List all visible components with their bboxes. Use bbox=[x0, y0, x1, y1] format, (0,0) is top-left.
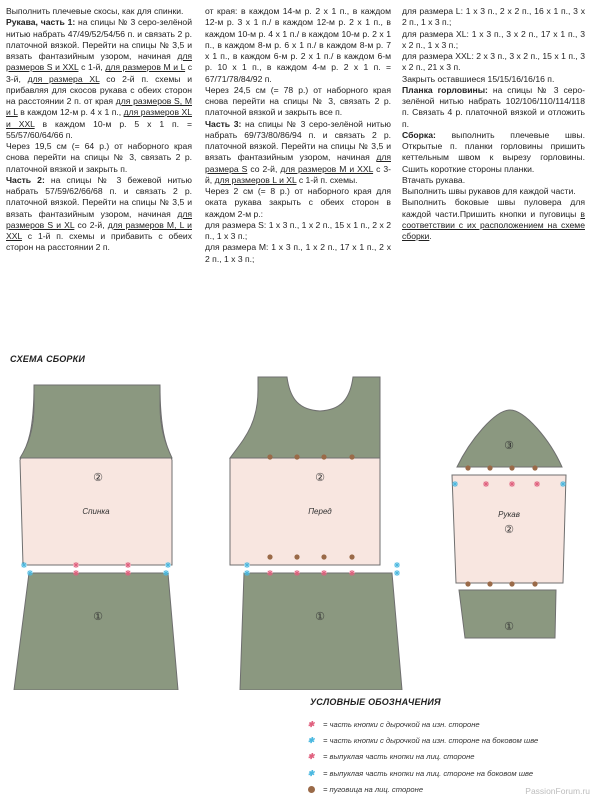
paragraph: Выполнить боковые швы пуловера для каждой части.Пришить кнопки и пуговицы в соответствии с их расположением на схеме сборки. bbox=[402, 197, 585, 241]
pink-snap-stud-icon bbox=[349, 570, 355, 576]
paragraph: для размера XL: 1 х 3 п., 3 х 2 п., 17 х 1 п., 3 х 2 п., 1 х 3 п.; bbox=[402, 28, 585, 50]
paragraph: Закрыть оставшиеся 15/15/16/16/16 п. bbox=[402, 73, 555, 84]
paragraph: Выполнить плечевые скосы, как для спинки. bbox=[6, 6, 184, 16]
legend-text: = часть кнопки с дырочкой на изн. стороне bbox=[323, 719, 480, 729]
brown-button-icon bbox=[532, 465, 537, 470]
blue-snap-stud-icon bbox=[27, 570, 33, 576]
brown-button-icon bbox=[465, 581, 470, 586]
pink-snap-stud-icon bbox=[267, 570, 273, 576]
brown-button-icon bbox=[294, 554, 299, 559]
section-heading: Часть 3: bbox=[205, 118, 242, 129]
front-part-1-number: ① bbox=[315, 611, 325, 623]
size-reference: для размеров M, L и XXL bbox=[6, 219, 192, 241]
legend-text: = выпуклая часть кнопки на лиц. стороне на боковом шве bbox=[323, 768, 534, 778]
pink-snap-stud-icon bbox=[321, 570, 327, 576]
back-part-1 bbox=[14, 573, 178, 690]
paragraph: для размера L: 1 х 3 п., 2 х 2 п., 16 х 1 п., 3 х 2 п., 1 х 3 п.; bbox=[402, 6, 585, 28]
paragraph: Часть 3: на спицы № 3 серо-зелёной нитью набрать 69/73/80/86/94 п. и связать 2 р. платочной вязкой. Перейти на спицы № 3,5 и вязать фантазийным узором, начиная для размера S со 2-й, для размеров M и XXL с 3-й, для размеров L и XL с 1-й п. схемы. bbox=[205, 118, 392, 185]
size-reference: для размеров S, M и L bbox=[6, 96, 192, 118]
paragraph: для размера M: 1 х 3 п., 1 х 2 п., 17 х 1 п., 2 х 2 п., 1 х 3 п.; bbox=[205, 242, 391, 264]
brown-button-icon bbox=[321, 554, 326, 559]
sleeve-label: Рукав bbox=[498, 510, 520, 519]
sleeve-part-2-number: ② bbox=[504, 524, 514, 536]
brown-button-icon bbox=[321, 454, 326, 459]
brown-button-icon bbox=[294, 454, 299, 459]
brown-button-icon bbox=[509, 581, 514, 586]
brown-button-icon bbox=[509, 465, 514, 470]
pink-snap-socket-icon bbox=[125, 562, 131, 568]
section-heading: Рукава, часть 1: bbox=[6, 17, 76, 28]
schema-title: СХЕМА СБОРКИ bbox=[10, 354, 86, 364]
size-reference: для размера XL bbox=[27, 73, 100, 84]
pink-snap-stud-icon: ✱ bbox=[307, 752, 315, 762]
pink-snap-socket-icon: ✱ bbox=[307, 719, 315, 729]
legend-item bbox=[305, 749, 538, 765]
size-reference: для размеров S и XXL bbox=[6, 51, 192, 73]
blue-snap-socket-icon bbox=[244, 562, 250, 568]
brown-button-icon bbox=[305, 786, 317, 793]
brown-button-icon bbox=[487, 465, 492, 470]
brown-button-icon bbox=[465, 465, 470, 470]
blue-snap-stud-icon: ✱ bbox=[307, 768, 315, 778]
back-piece bbox=[14, 385, 178, 690]
legend bbox=[305, 716, 538, 797]
front-part-2-number: ② bbox=[315, 472, 325, 484]
pink-snap-stud-icon bbox=[125, 570, 131, 576]
pink-snap-stud-icon bbox=[509, 481, 515, 487]
assembly-diagram bbox=[0, 360, 598, 690]
blue-snap-socket-icon bbox=[21, 562, 27, 568]
legend-text: = выпуклая часть кнопки на лиц. стороне bbox=[323, 752, 475, 762]
brown-button-icon bbox=[267, 554, 272, 559]
section-heading: Сборка: bbox=[402, 129, 436, 140]
size-reference: для размеров S и XL bbox=[6, 208, 192, 230]
legend-text: = часть кнопки с дырочкой на изн. стороне на боковом шве bbox=[323, 735, 539, 745]
paragraph: Через 19,5 см (= 64 р.) от наборного края снова перейти на спицы № 3, связать 2 р. платочной вязкой и закрыть п. bbox=[6, 141, 192, 174]
pink-snap-stud-icon bbox=[483, 481, 489, 487]
blue-snap-socket-icon: ✱ bbox=[307, 735, 315, 745]
text-column-3 bbox=[402, 6, 585, 242]
section-heading: Планка горловины: bbox=[402, 84, 488, 95]
sleeve-part-3-number: ③ bbox=[504, 440, 514, 452]
legend-item bbox=[305, 732, 538, 748]
text-column-1 bbox=[6, 6, 192, 254]
watermark: PassionForum.ru bbox=[525, 786, 590, 796]
size-reference: для размеров XL и XXL bbox=[6, 107, 192, 129]
front-part-1 bbox=[240, 573, 402, 690]
front-label: Перед bbox=[308, 507, 332, 516]
size-reference: для размеров L и XL bbox=[214, 174, 297, 185]
underlined-note: в соответствии с их расположением на схеме сборки bbox=[402, 208, 585, 241]
pink-snap-stud-icon bbox=[294, 570, 300, 576]
blue-snap-socket-icon bbox=[452, 481, 458, 487]
legend-text: = пуговица на лиц. стороне bbox=[323, 784, 424, 794]
pink-snap-stud-icon bbox=[534, 481, 540, 487]
paragraph: от края: в каждом 14-м р. 2 х 1 п., в каждом 12-м р. 3 х 1 п./ в каждом 12-м р. 2 х 1 п., в каждом 10-м р. 4 х 1 п./ в каждом 10-м р. 2 х 1 п., в каждом 8-м р. 6 х 1 п./ в каждом 8-м р. 7 х 1 п., в каждом 6-м р. 2 х 1 п./ в каждом 6-м р. 10 х 1 п., в каждом 4-м р. 2 х 1 п. = 67/71/78/84/92 п. bbox=[205, 6, 391, 84]
pink-snap-stud-icon bbox=[73, 570, 79, 576]
brown-button-icon bbox=[349, 454, 354, 459]
legend-title: УСЛОВНЫЕ ОБОЗНАЧЕНИЯ bbox=[310, 697, 441, 707]
blue-snap-socket-icon bbox=[165, 562, 171, 568]
blue-snap-stud-icon bbox=[244, 570, 250, 576]
text-column-2 bbox=[205, 6, 391, 265]
paragraph: Втачать рукава. bbox=[402, 174, 466, 185]
size-reference: для размеров M и XXL bbox=[280, 163, 374, 174]
paragraph: для размера XXL: 2 х 3 п., 3 х 2 п., 15 х 1 п., 3 х 2 п., 21 х 3 п. bbox=[402, 51, 585, 73]
blue-snap-socket-icon bbox=[560, 481, 566, 487]
front-piece bbox=[230, 377, 402, 690]
front-yoke bbox=[230, 377, 380, 458]
blue-snap-socket-icon bbox=[394, 562, 400, 568]
sleeve-part-1-number: ① bbox=[504, 621, 514, 633]
legend-item bbox=[305, 781, 538, 797]
size-reference: для размера S bbox=[205, 152, 391, 174]
blue-snap-stud-icon bbox=[394, 570, 400, 576]
pink-snap-socket-icon bbox=[73, 562, 79, 568]
blue-snap-stud-icon bbox=[163, 570, 169, 576]
back-part-2-number: ② bbox=[93, 472, 103, 484]
paragraph: Рукава, часть 1: на спицы № 3 серо-зелёной нитью набрать 47/49/52/54/56 п. и связать 2 р. платочной вязкой. Перейти на спицы № 3,5 и вязать фантазийным узором, начиная для размеров S и XXL с 1-й, для размеров M и L с 3-й, для размера XL со 2-й п. схемы и прибавляя для скосов рукава с обеих сторон на расстоянии 2 п. от края для размеров S, M и L в каждом 12-м р. 4 х 1 п., для размеров XL и XXL в каждом 10-м р. 5 х 1 п. = 55/57/60/64/66 п. bbox=[6, 17, 193, 140]
brown-button-icon bbox=[487, 581, 492, 586]
paragraph: Часть 2: на спицы № 3 бежевой нитью набрать 57/59/62/66/68 п. и связать 2 р. платочной вязкой. Перейти на спицы № 3,5 и вязать фантазийным узором, начиная для размеров S и XL со 2-й, для размеров M, L и XXL с 1-й п. схемы и прибавить с обеих сторон на расстоянии 2 п. bbox=[6, 174, 192, 253]
back-label: Спинка bbox=[82, 507, 110, 516]
front-part-2 bbox=[230, 458, 380, 565]
paragraph: Планка горловины: на спицы № 3 серо-зелёной нитью набрать 102/106/110/114/118 п. Связать 4 р. платочной вязкой и отложить п. bbox=[402, 84, 585, 129]
brown-button-icon bbox=[349, 554, 354, 559]
sleeve-part-3 bbox=[457, 410, 562, 467]
paragraph: для размера S: 1 х 3 п., 1 х 2 п., 15 х 1 п., 2 х 2 п., 1 х 3 п.; bbox=[205, 219, 391, 241]
brown-button-icon bbox=[532, 581, 537, 586]
paragraph: Через 24,5 см (= 78 р.) от наборного края снова перейти на спицы № 3, связать 2 р. платочной вязкой и закрыть все п. bbox=[205, 84, 391, 118]
legend-item bbox=[305, 765, 538, 781]
paragraph: Сборка: выполнить плечевые швы. Открытые п. планки горловины пришить кеттельным швом к вырезу горловины. Сшить короткие стороны планки. bbox=[402, 129, 585, 174]
paragraph: Через 2 см (= 8 р.) от наборного края для оката рукава закрыть с обеих сторон в каждом 2-м р.: bbox=[205, 186, 391, 219]
back-yoke bbox=[20, 385, 172, 458]
size-reference: для размеров M и L bbox=[105, 62, 186, 73]
back-part-1-number: ① bbox=[93, 611, 103, 623]
section-heading: Часть 2: bbox=[6, 174, 45, 185]
paragraph: Выполнить швы рукавов для каждой части. bbox=[402, 186, 576, 196]
brown-button-icon bbox=[267, 454, 272, 459]
legend-item bbox=[305, 716, 538, 732]
